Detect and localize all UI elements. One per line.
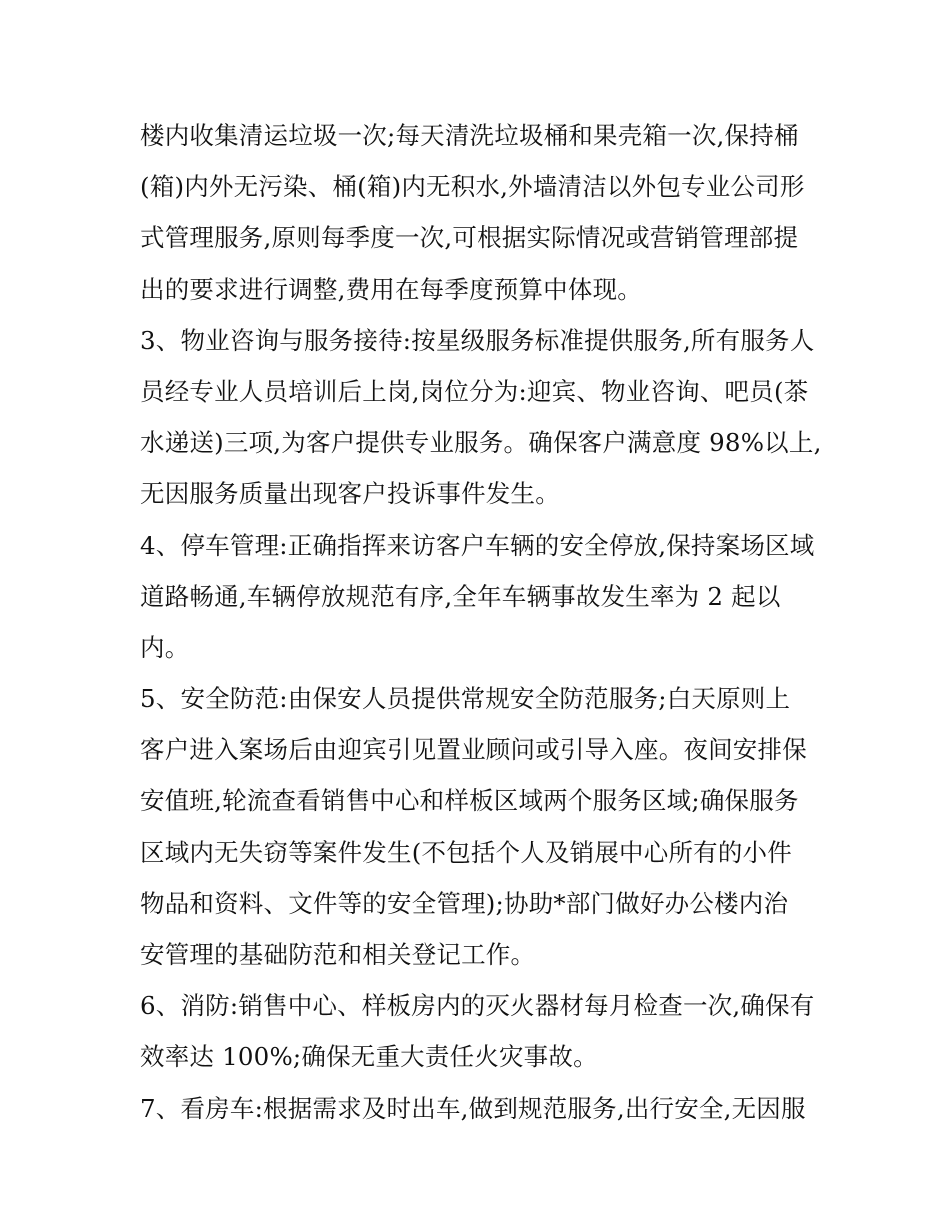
- text-line: 道路畅通,车辆停放规范有序,全年车辆事故发生率为 2 起以: [140, 581, 781, 611]
- text-line: 4、停车管理:正确指挥来访客户车辆的安全停放,保持案场区域: [140, 530, 815, 560]
- text-line: 无因服务质量出现客户投诉事件发生。: [140, 479, 560, 509]
- text-line: (箱)内外无污染、桶(箱)内无积水,外墙清洁以外包专业公司形: [140, 172, 805, 202]
- text-line: 区域内无失窃等案件发生(不包括个人及销展中心所有的小件: [140, 837, 792, 867]
- text-line: 3、物业咨询与服务接待:按星级服务标准提供服务,所有服务人: [140, 325, 815, 355]
- text-line: 安管理的基础防范和相关登记工作。: [140, 940, 536, 969]
- text-line: 出的要求进行调整,费用在每季度预算中体现。: [140, 274, 642, 304]
- text-line: 水递送)三项,为客户提供专业服务。确保客户满意度 98%以上,: [140, 428, 822, 458]
- text-line: 效率达 100%;确保无重大责任火灾事故。: [140, 1042, 598, 1072]
- text-line: 6、消防:销售中心、样板房内的灭火器材每月检查一次,确保有: [140, 991, 815, 1021]
- text-line: 式管理服务,原则每季度一次,可根据实际情况或营销管理部提: [140, 223, 799, 253]
- text-line: 5、安全防范:由保安人员提供常规安全防范服务;白天原则上: [140, 684, 791, 714]
- text-line: 员经专业人员培训后上岗,岗位分为:迎宾、物业咨询、吧员(茶: [140, 376, 809, 406]
- document-body: [140, 110, 820, 1134]
- text-line: 安值班,轮流查看销售中心和样板区域两个服务区域;确保服务: [140, 786, 799, 816]
- text-line: 物品和资料、文件等的安全管理);协助*部门做好办公楼内治: [140, 888, 789, 918]
- text-line: 楼内收集清运垃圾一次;每天清洗垃圾桶和果壳箱一次,保持桶: [140, 121, 799, 150]
- text-line: 7、看房车:根据需求及时出车,做到规范服务,出行安全,无因服: [140, 1093, 806, 1123]
- text-line: 内。: [140, 632, 190, 662]
- text-line: 客户进入案场后由迎宾引见置业顾问或引导入座。夜间安排保: [140, 735, 807, 765]
